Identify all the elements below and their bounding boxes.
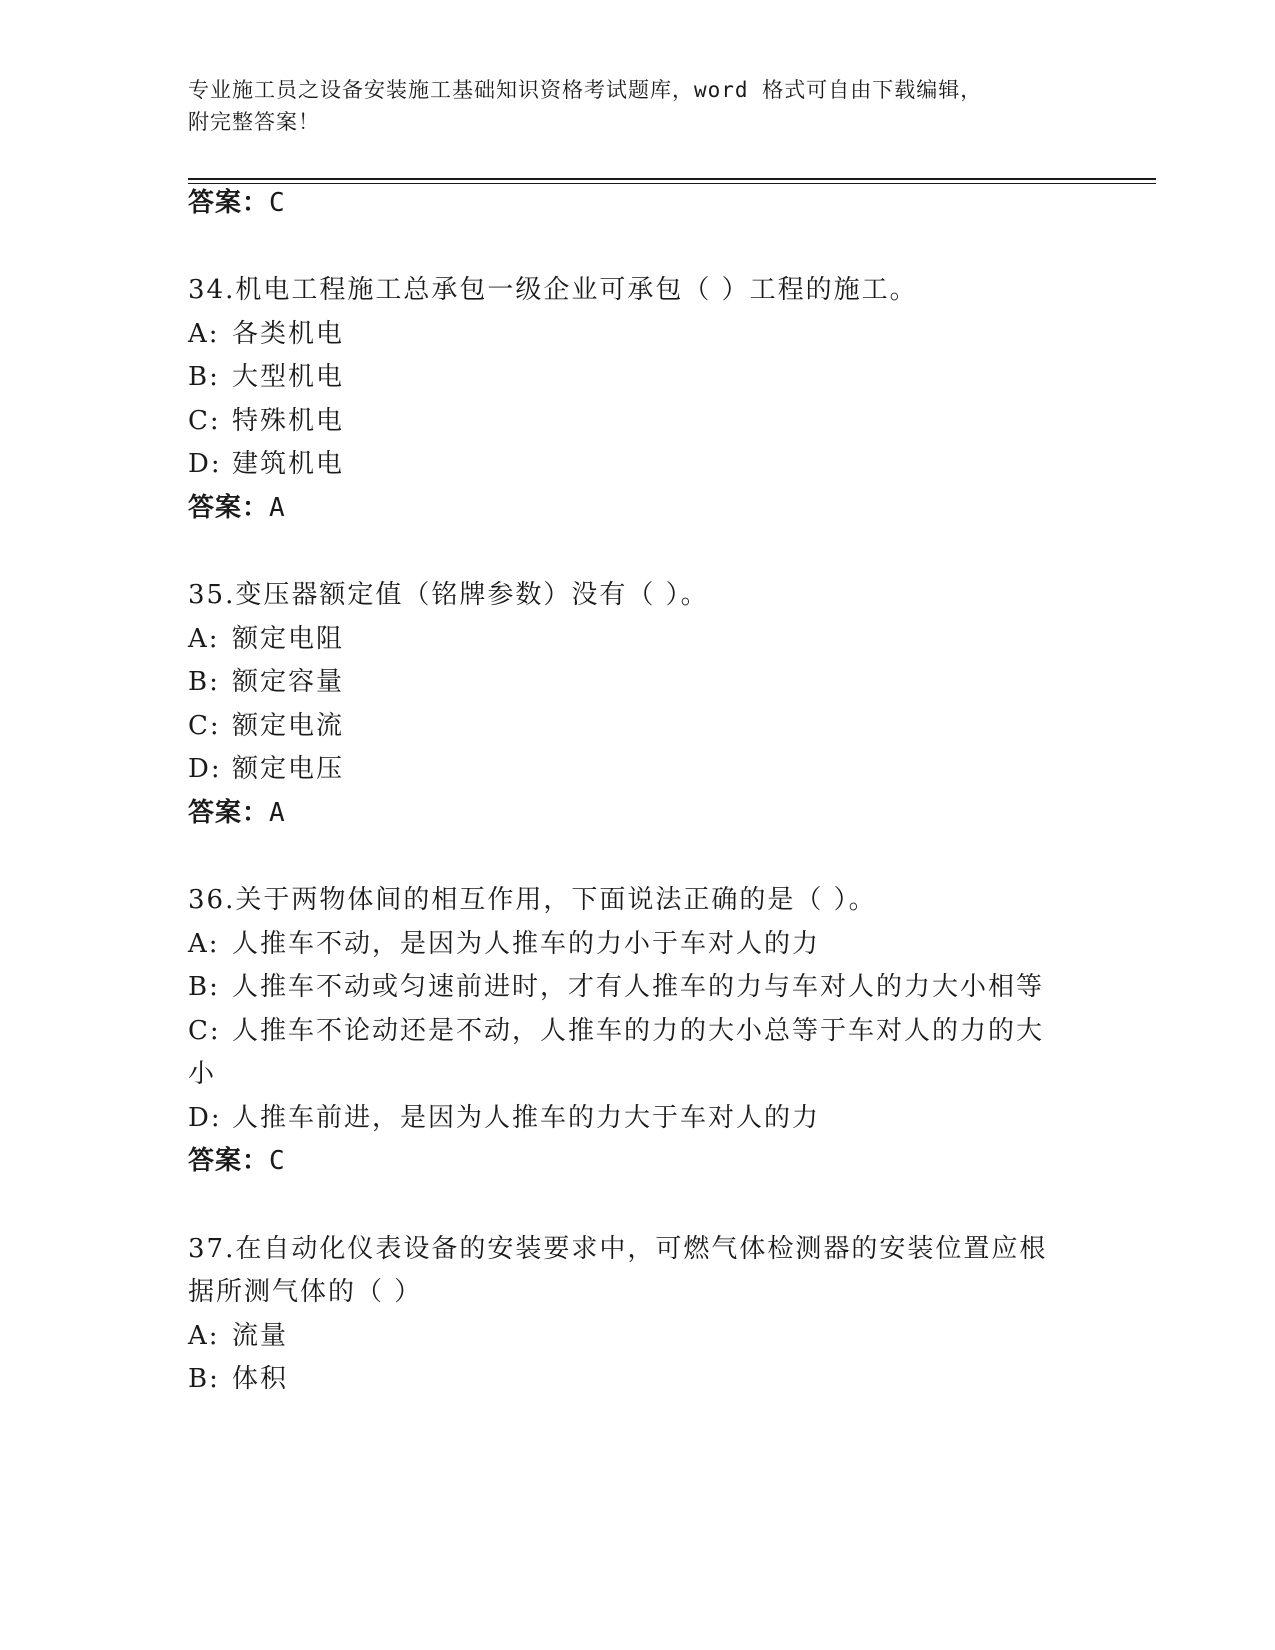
option-text: 额定容量 xyxy=(232,667,345,697)
option-text: 大型机电 xyxy=(232,362,345,392)
option-line xyxy=(188,447,344,481)
option-line xyxy=(188,404,344,438)
option-text: 人推车前进，是因为人推车的力大于车对人的力 xyxy=(232,1103,821,1133)
question-stem: 36.关于两物体间的相互作用，下面说法正确的是（ ）。 xyxy=(188,885,877,915)
option-text: 特殊机电 xyxy=(232,406,345,436)
option-letter: C: xyxy=(188,1016,221,1046)
answer-value: C xyxy=(269,1146,286,1176)
option-line xyxy=(188,1362,288,1396)
option-letter: B: xyxy=(188,972,220,1002)
option-letter: A: xyxy=(188,624,220,654)
header-rule-thick xyxy=(188,178,1156,180)
option-letter: C: xyxy=(188,711,221,741)
option-line xyxy=(188,1319,288,1353)
option-line xyxy=(188,360,344,394)
option-line xyxy=(188,752,344,786)
header-rule-thin xyxy=(188,183,1156,184)
option-text: 人推车不动或匀速前进时，才有人推车的力与车对人的力大小相等 xyxy=(232,972,1045,1002)
option-letter: A: xyxy=(188,929,220,959)
option-letter: D: xyxy=(188,1103,222,1133)
answer-value: C xyxy=(269,188,286,218)
option-letter: A: xyxy=(188,1321,220,1351)
option-line xyxy=(188,709,344,743)
option-letter: B: xyxy=(188,1364,220,1394)
option-text: 人推车不动，是因为人推车的力小于车对人的力 xyxy=(232,929,821,959)
option-letter: A: xyxy=(188,319,220,349)
answer-line xyxy=(188,796,286,830)
header-line-1: 专业施工员之设备安装施工基础知识资格考试题库，word 格式可自由下载编辑， xyxy=(188,78,983,102)
option-letter: D: xyxy=(188,449,222,479)
option-text: 各类机电 xyxy=(232,319,345,349)
option-letter: B: xyxy=(188,667,220,697)
answer-line xyxy=(188,491,286,525)
option-line xyxy=(188,970,1044,1004)
answer-value: A xyxy=(269,493,286,523)
option-text: 额定电阻 xyxy=(232,624,345,654)
option-line xyxy=(188,1014,1044,1048)
option-line xyxy=(188,622,344,656)
answer-line xyxy=(188,186,286,220)
answer-label: 答案： xyxy=(188,1146,270,1176)
option-text: 流量 xyxy=(232,1321,289,1351)
option-text: 额定电流 xyxy=(232,711,345,741)
option-line xyxy=(188,317,344,351)
header-line-2: 附完整答案！ xyxy=(188,110,320,134)
question-stem: 34.机电工程施工总承包一级企业可承包（ ）工程的施工。 xyxy=(188,275,918,305)
answer-label: 答案： xyxy=(188,798,270,828)
option-letter: D: xyxy=(188,754,222,784)
option-line xyxy=(188,665,344,699)
answer-label: 答案： xyxy=(188,493,270,523)
option-continuation: 小 xyxy=(188,1059,217,1089)
option-line xyxy=(188,927,820,961)
answer-line xyxy=(188,1144,286,1178)
option-letter: C: xyxy=(188,406,221,436)
option-line xyxy=(188,1101,820,1135)
document-header xyxy=(188,74,1068,138)
answer-label: 答案： xyxy=(188,188,270,218)
question-stem: 35.变压器额定值（铭牌参数）没有（ ）。 xyxy=(188,580,709,610)
option-text: 建筑机电 xyxy=(232,449,345,479)
question-stem-continuation: 据所测气体的（ ） xyxy=(188,1277,423,1307)
option-text: 人推车不论动还是不动，人推车的力的大小总等于车对人的力的大 xyxy=(232,1016,1045,1046)
option-letter: B: xyxy=(188,362,220,392)
option-text: 体积 xyxy=(232,1364,289,1394)
option-text: 额定电压 xyxy=(232,754,345,784)
question-stem: 37.在自动化仪表设备的安装要求中，可燃气体检测器的安装位置应根 xyxy=(188,1234,1048,1264)
answer-value: A xyxy=(269,798,286,828)
